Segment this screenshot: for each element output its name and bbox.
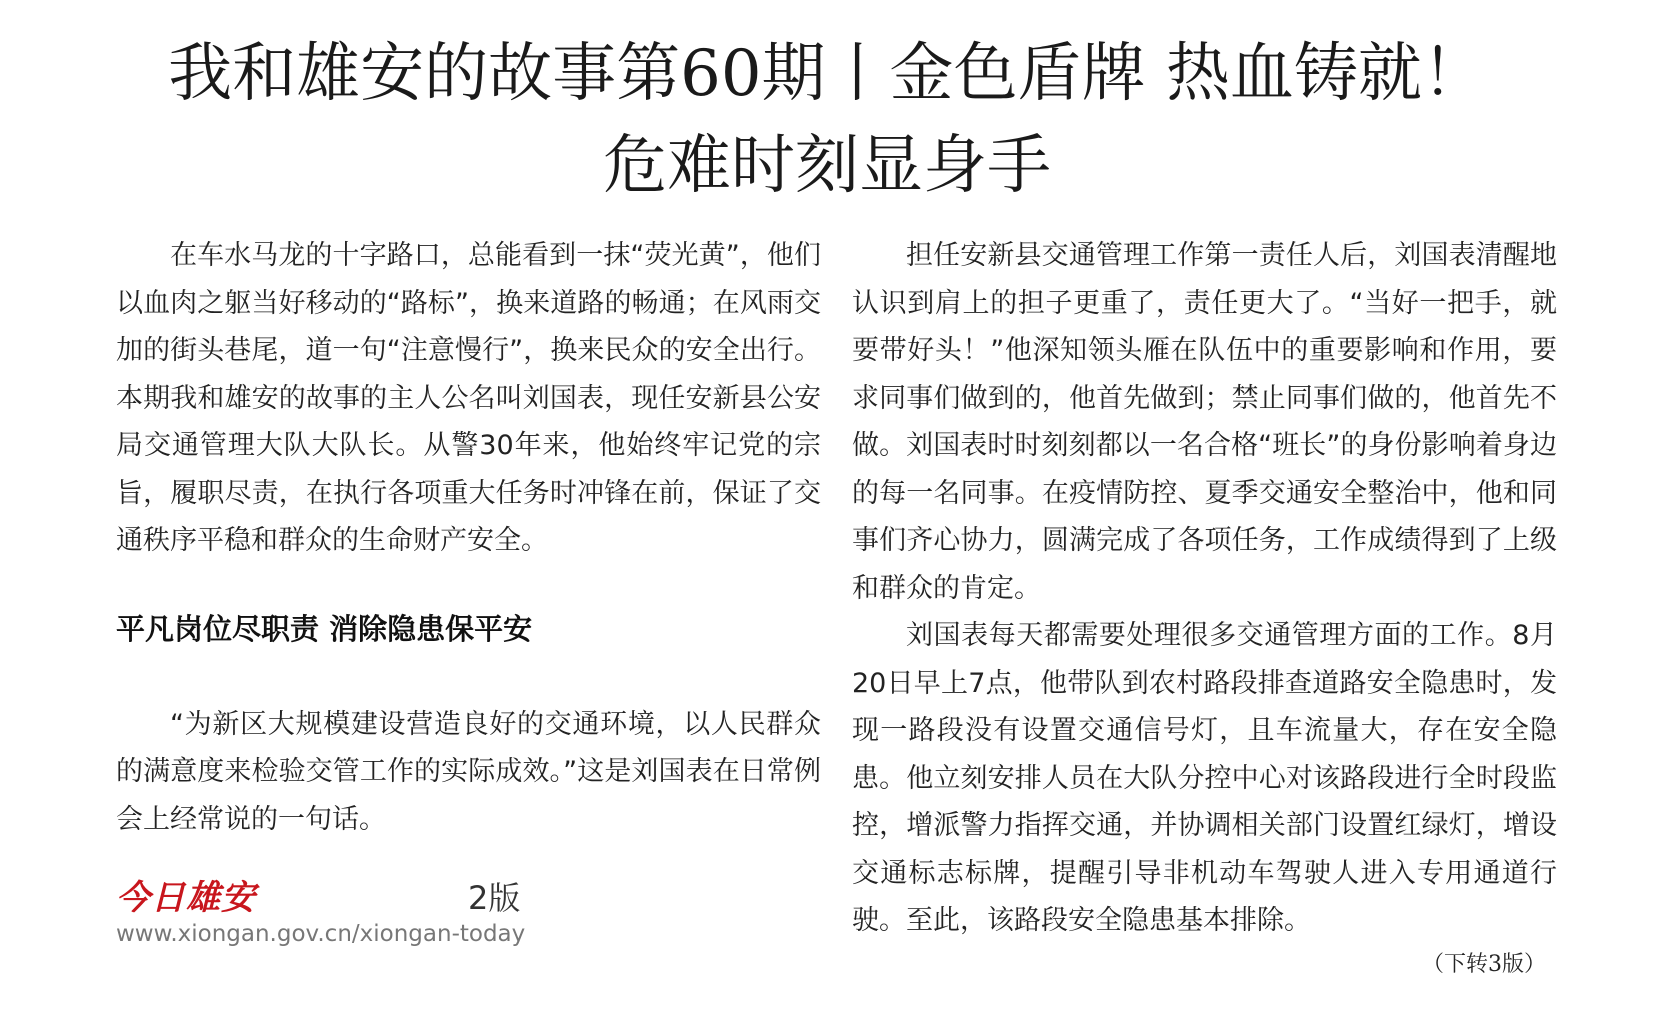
- title-line-1: 我和雄安的故事第60期丨金色盾牌 热血铸就！: [168, 37, 1486, 111]
- section-subheading: 平凡岗位尽职责 消除隐患保平安: [116, 611, 533, 646]
- right-column: [852, 232, 1557, 945]
- left-paragraph-2: “为新区大规模建设营造良好的交通环境，以人民群众的满意度来检验交管工作的实际成效。”这是刘国表在日常例会上经常说的一句话。: [116, 708, 821, 835]
- left-column: [116, 232, 821, 843]
- right-paragraph-2: 刘国表每天都需要处理很多交通管理方面的工作。8月20日早上7点，他带队到农村路段排查道路安全隐患时，发现一路段没有设置交通信号灯，且车流量大，存在安全隐患。他立刻安排人员在大队分控中心对该路段进行全时段监控，增派警力指挥交通，并协调相关部门设置红绿灯，增设交通标志标牌，提醒引导非机动车驾驶人进入专用通道行驶。至此，该路段安全隐患基本排除。: [852, 620, 1557, 936]
- left-paragraph-1: 在车水马龙的十字路口，总能看到一抹“荧光黄”，他们以血肉之躯当好移动的“路标”，换来道路的畅通；在风雨交加的街头巷尾，道一句“注意慢行”，换来民众的安全出行。本期我和雄安的故事的主人公名叫刘国表，现任安新县公安局交通管理大队大队长。从警30年来，他始终牢记党的宗旨，履职尽责，在执行各项重大任务时冲锋在前，保证了交通秩序平稳和群众的生命财产安全。: [116, 240, 821, 556]
- edition-label: 2版: [468, 879, 521, 917]
- article-title: [0, 28, 1654, 212]
- footer-brand: [116, 878, 536, 948]
- continued-note: （下转3版）: [1422, 952, 1546, 977]
- brand-logo: 今日雄安: [116, 878, 256, 918]
- title-line-2: 危难时刻显身手: [603, 129, 1051, 203]
- site-url[interactable]: www.xiongan.gov.cn/xiongan-today: [116, 921, 526, 947]
- right-paragraph-1: 担任安新县交通管理工作第一责任人后，刘国表清醒地认识到肩上的担子更重了，责任更大了。“当好一把手，就要带好头！”他深知领头雁在队伍中的重要影响和作用，要求同事们做到的，他首先做到；禁止同事们做的，他首先不做。刘国表时时刻刻都以一名合格“班长”的身份影响着身边的每一名同事。在疫情防控、夏季交通安全整治中，他和同事们齐心协力，圆满完成了各项任务，工作成绩得到了上级和群众的肯定。: [852, 240, 1557, 604]
